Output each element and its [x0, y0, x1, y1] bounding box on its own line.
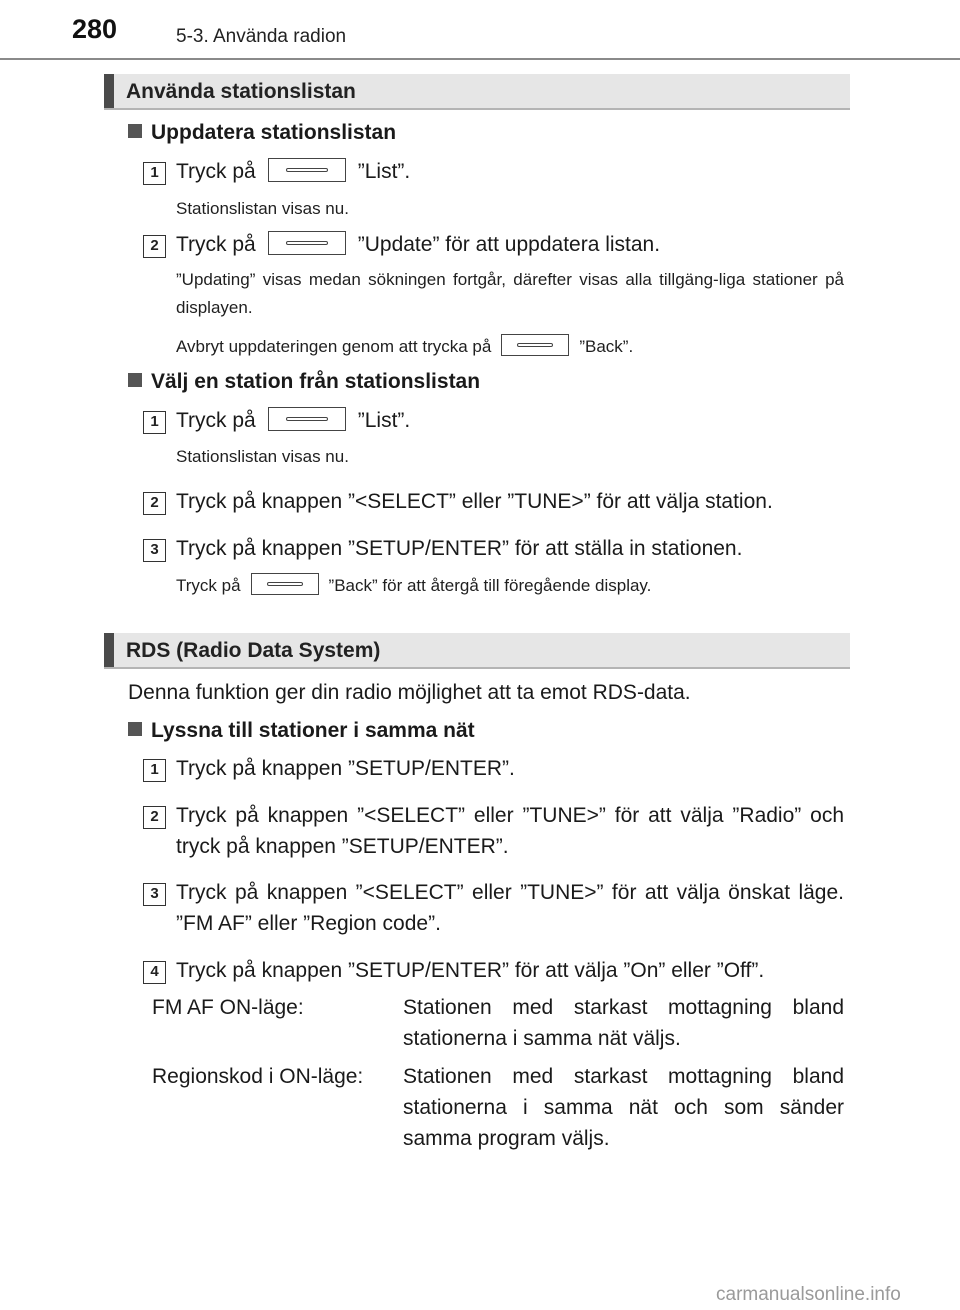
step-number: 2 [143, 235, 166, 258]
step-text [176, 229, 844, 260]
subheading-same-network [128, 719, 475, 743]
step-note-post: ”Back” för att återgå till föregående display. [328, 576, 652, 595]
step-text: Tryck på knappen ”SETUP/ENTER”. [176, 757, 515, 780]
subheading-select-station [128, 370, 480, 394]
definition-label: FM AF ON-läge: [152, 996, 304, 1019]
section-heading-stationslistan [104, 74, 850, 110]
step-note: ”Updating” visas medan sökningen fortgår, därefter visas alla tillgäng-liga stationer på displayen. [176, 270, 844, 317]
step-number: 3 [143, 539, 166, 562]
subheading-text: Lyssna till stationer i samma nät [151, 719, 475, 742]
step-note [176, 572, 844, 600]
section-accent [104, 74, 114, 108]
radio-button-icon [501, 334, 569, 356]
step-text-pre: Tryck på [176, 160, 256, 183]
step-note: Stationslistan visas nu. [176, 447, 349, 466]
step-text: Tryck på knappen ”SETUP/ENTER” för att ställa in stationen. [176, 537, 743, 560]
step-number: 1 [143, 162, 166, 185]
section-accent [104, 633, 114, 667]
definition-text: Stationen med starkast mottagning bland stationerna i samma nät och som sänder samma program väljs. [403, 1065, 844, 1150]
radio-button-icon [268, 231, 346, 255]
section-intro: Denna funktion ger din radio möjlighet att ta emot RDS-data. [128, 681, 691, 704]
section-title: Använda stationslistan [126, 80, 356, 103]
step-text: Tryck på knappen ”<SELECT” eller ”TUNE>” för att välja station. [176, 490, 773, 513]
radio-button-icon [268, 158, 346, 182]
step-note-pre: Tryck på [176, 576, 241, 595]
step-text-post: ”List”. [357, 409, 411, 432]
step-number: 4 [143, 961, 166, 984]
definition-text: Stationen med starkast mottagning bland stationerna i samma nät väljs. [403, 996, 844, 1050]
square-bullet-icon [128, 373, 142, 387]
step-text: Tryck på knappen ”SETUP/ENTER” för att välja ”On” eller ”Off”. [176, 959, 765, 982]
watermark: carmanualsonline.info [716, 1284, 901, 1305]
step-note: Stationslistan visas nu. [176, 199, 349, 218]
subheading-update-list [128, 121, 396, 145]
step-note [176, 333, 844, 361]
step-number: 2 [143, 806, 166, 829]
step-text: Tryck på knappen ”<SELECT” eller ”TUNE>” för att välja ”Radio” och tryck på knappen ”SETUP/ENTER”. [176, 804, 844, 858]
header-divider [0, 58, 960, 60]
step-text-pre: Tryck på [176, 409, 256, 432]
subheading-text: Välj en station från stationslistan [151, 370, 481, 393]
definition-label: Regionskod i ON-läge: [152, 1065, 364, 1088]
step-text-post: ”Update” för att uppdatera listan. [357, 233, 661, 256]
step-text: Tryck på knappen ”<SELECT” eller ”TUNE>” för att välja önskat läge. ”FM AF” eller ”Region code”. [176, 881, 844, 935]
step-text [176, 405, 844, 436]
step-text-post: ”List”. [357, 160, 411, 183]
step-text-pre: Tryck på [176, 233, 256, 256]
subheading-text: Uppdatera stationslistan [151, 121, 397, 144]
step-number: 3 [143, 883, 166, 906]
step-note-pre: Avbryt uppdateringen genom att trycka på [176, 337, 492, 356]
square-bullet-icon [128, 124, 142, 138]
section-title: RDS (Radio Data System) [126, 639, 381, 662]
step-number: 1 [143, 759, 166, 782]
page-number: 280 [72, 14, 118, 44]
step-text [176, 156, 844, 187]
chapter-title: 5-3. Använda radion [176, 26, 347, 47]
step-number: 1 [143, 411, 166, 434]
radio-button-icon [268, 407, 346, 431]
radio-button-icon [251, 573, 319, 595]
section-heading-rds [104, 633, 850, 669]
step-note-post: ”Back”. [579, 337, 634, 356]
square-bullet-icon [128, 722, 142, 736]
step-number: 2 [143, 492, 166, 515]
